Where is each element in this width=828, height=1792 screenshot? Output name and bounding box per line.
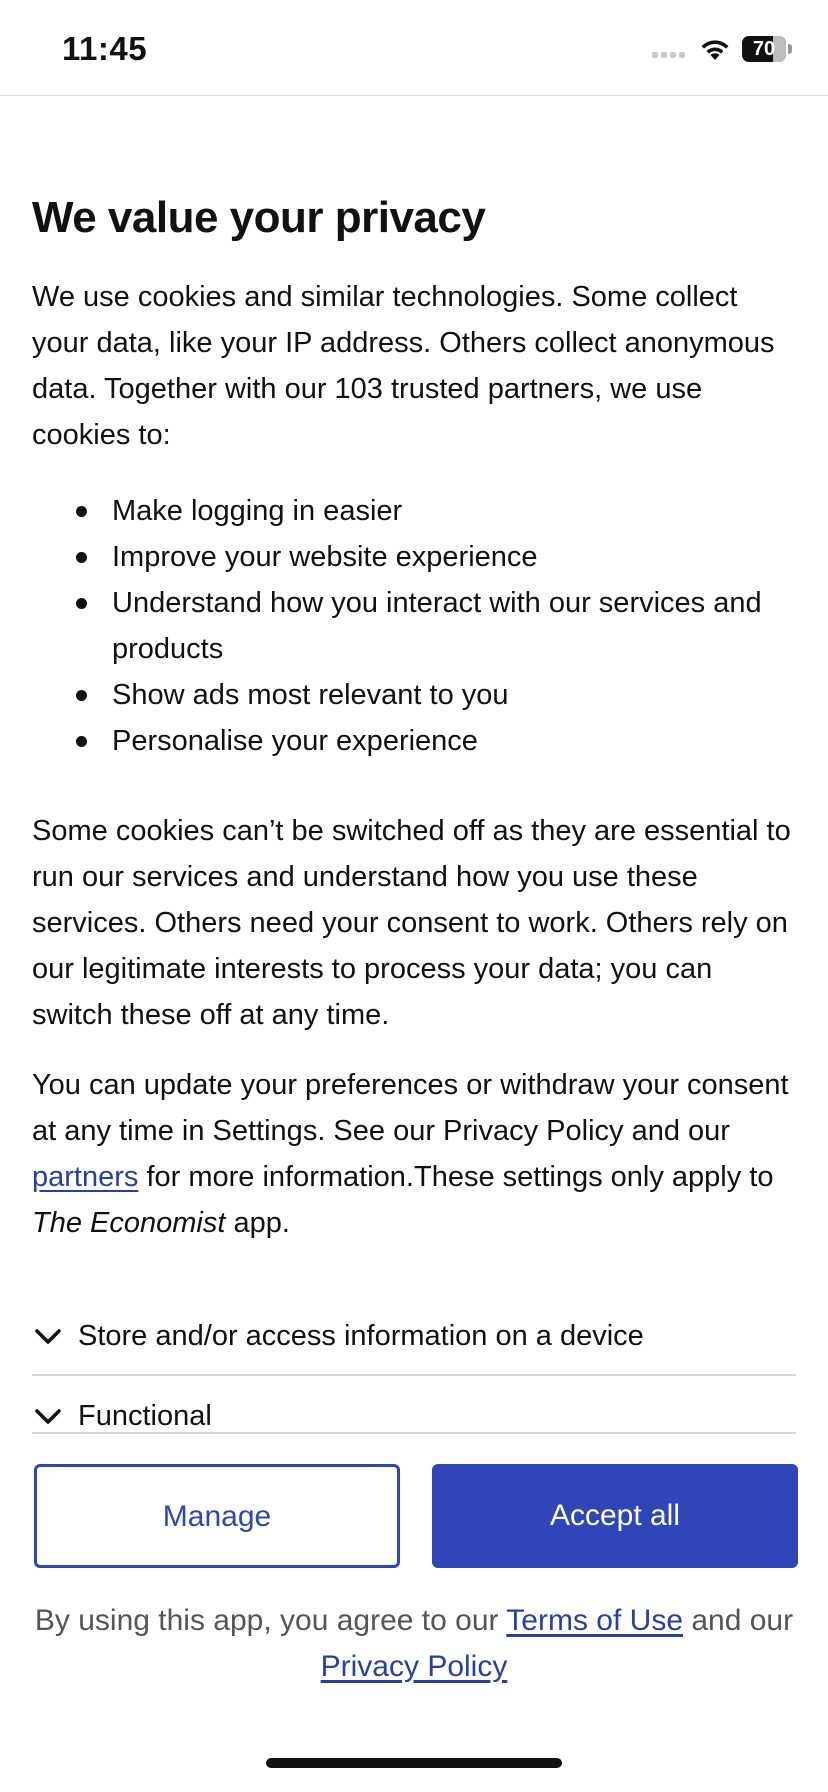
battery-percentage: 70: [752, 38, 776, 60]
home-indicator[interactable]: [266, 1758, 562, 1768]
footer-text-middle: and our: [683, 1604, 794, 1637]
cellular-signal-icon: [652, 52, 685, 58]
privacy-dialog: [32, 190, 798, 1239]
accept-all-button[interactable]: Accept all: [432, 1464, 798, 1568]
accordion-functional[interactable]: [32, 1380, 796, 1434]
status-bar: [0, 0, 828, 96]
chevron-down-icon: [32, 1400, 64, 1432]
wifi-icon: [698, 36, 732, 62]
status-time: 11:45: [62, 30, 148, 67]
preferences-text-middle: for more information.These settings only apply to: [138, 1161, 774, 1193]
list-item: Make logging in easier: [112, 488, 798, 534]
battery-icon: [742, 36, 786, 62]
dialog-title: We value your privacy: [32, 193, 486, 242]
terms-of-use-link[interactable]: Terms of Use: [506, 1604, 684, 1637]
accordion-store-access-info[interactable]: [32, 1300, 796, 1376]
list-item: Personalise your experience: [112, 718, 798, 764]
footer-text-start: By using this app, you agree to our: [34, 1604, 507, 1637]
preferences-text-end: app.: [225, 1207, 290, 1239]
accordion-label: Store and/or access information on a device: [78, 1320, 644, 1352]
preferences-text: [32, 1062, 798, 1246]
essential-cookies-text: Some cookies can’t be switched off as they are essential to run our services and understand how you use these services. Others need your consent to work. Others rely on our legitimate interests to process your data; you can switch these off at any time.: [32, 815, 791, 1031]
list-item: Understand how you interact with our services and products: [112, 580, 798, 672]
purpose-list: [32, 488, 798, 764]
privacy-policy-link[interactable]: Privacy Policy: [320, 1650, 508, 1683]
list-item: Show ads most relevant to you: [112, 672, 798, 718]
manage-button[interactable]: Manage: [34, 1464, 400, 1568]
accordion-label: Functional: [78, 1400, 212, 1432]
chevron-down-icon: [32, 1320, 64, 1352]
footer-terms-text: [32, 1598, 796, 1690]
intro-text: We use cookies and similar technologies. Some collect your data, like your IP address. Others collect anonymous data. Together with our 103 trusted partners, we use cookies to:: [32, 281, 775, 451]
partners-link[interactable]: partners: [32, 1161, 139, 1193]
preferences-text-start: You can update your preferences or withdraw your consent at any time in Settings. See our Privacy Policy and our: [32, 1069, 789, 1147]
list-item: Improve your website experience: [112, 534, 798, 580]
app-name: The Economist: [32, 1207, 226, 1239]
